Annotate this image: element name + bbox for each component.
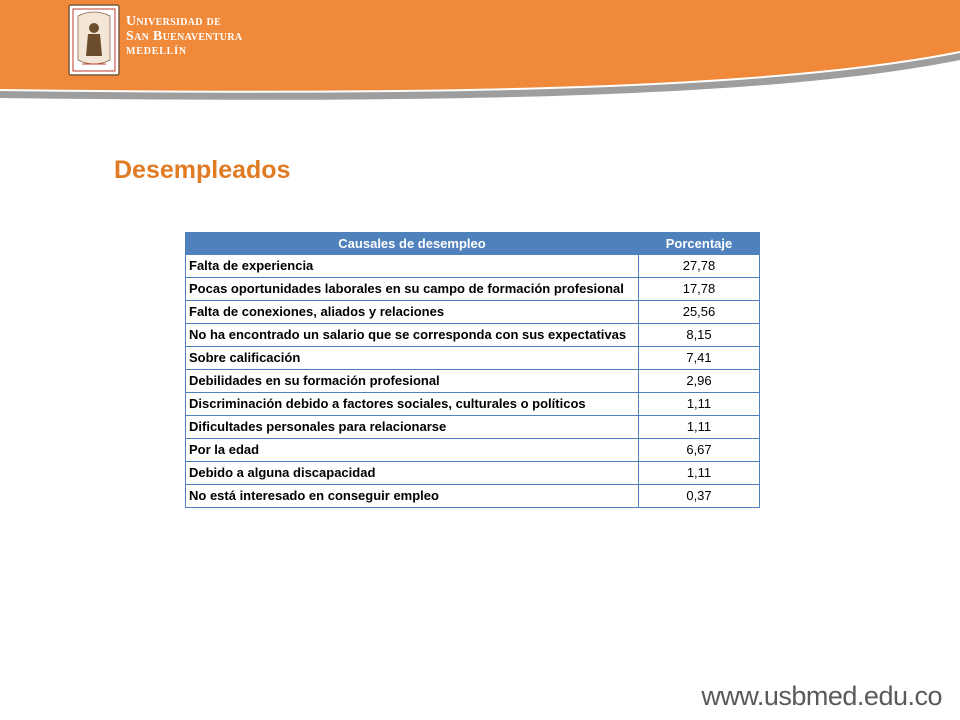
table-row	[186, 255, 760, 278]
table-row	[186, 278, 760, 301]
percent-cell: 0,37	[639, 485, 760, 508]
table-row	[186, 370, 760, 393]
percent-cell: 1,11	[639, 393, 760, 416]
cause-cell: Sobre calificación	[186, 347, 639, 370]
percent-cell: 6,67	[639, 439, 760, 462]
percent-cell: 25,56	[639, 301, 760, 324]
table-row	[186, 301, 760, 324]
percent-cell: 1,11	[639, 462, 760, 485]
cause-cell: Debilidades en su formación profesional	[186, 370, 639, 393]
cause-cell: Falta de experiencia	[186, 255, 639, 278]
table-row	[186, 347, 760, 370]
cause-cell: Por la edad	[186, 439, 639, 462]
table-row	[186, 324, 760, 347]
percent-cell: 17,78	[639, 278, 760, 301]
table-row	[186, 416, 760, 439]
cause-cell: Dificultades personales para relacionarse	[186, 416, 639, 439]
percent-cell: 2,96	[639, 370, 760, 393]
unemployment-causes-table	[185, 232, 760, 508]
cause-cell: Falta de conexiones, aliados y relaciones	[186, 301, 639, 324]
cause-cell: Debido a alguna discapacidad	[186, 462, 639, 485]
table-header-row	[186, 233, 760, 255]
percent-cell: 8,15	[639, 324, 760, 347]
cause-cell: No está interesado en conseguir empleo	[186, 485, 639, 508]
cause-cell: Discriminación debido a factores sociales, culturales o políticos	[186, 393, 639, 416]
table-row	[186, 393, 760, 416]
page-title: Desempleados	[114, 156, 291, 184]
percent-cell: 27,78	[639, 255, 760, 278]
university-name-line1: Universidad de	[126, 14, 222, 29]
university-logo	[68, 4, 258, 76]
footer-url: www.usbmed.edu.co	[701, 681, 942, 711]
university-name-line3: MEDELLÍN	[126, 46, 187, 57]
column-header-causes: Causales de desempleo	[186, 233, 639, 255]
percent-cell: 1,11	[639, 416, 760, 439]
university-crest-icon	[68, 4, 120, 76]
percent-cell: 7,41	[639, 347, 760, 370]
cause-cell: Pocas oportunidades laborales en su campo de formación profesional	[186, 278, 639, 301]
cause-cell: No ha encontrado un salario que se corresponda con sus expectativas	[186, 324, 639, 347]
table-row	[186, 462, 760, 485]
table-row	[186, 485, 760, 508]
university-name-line2: San Buenaventura	[126, 29, 243, 44]
table-row	[186, 439, 760, 462]
column-header-percent: Porcentaje	[639, 233, 760, 255]
